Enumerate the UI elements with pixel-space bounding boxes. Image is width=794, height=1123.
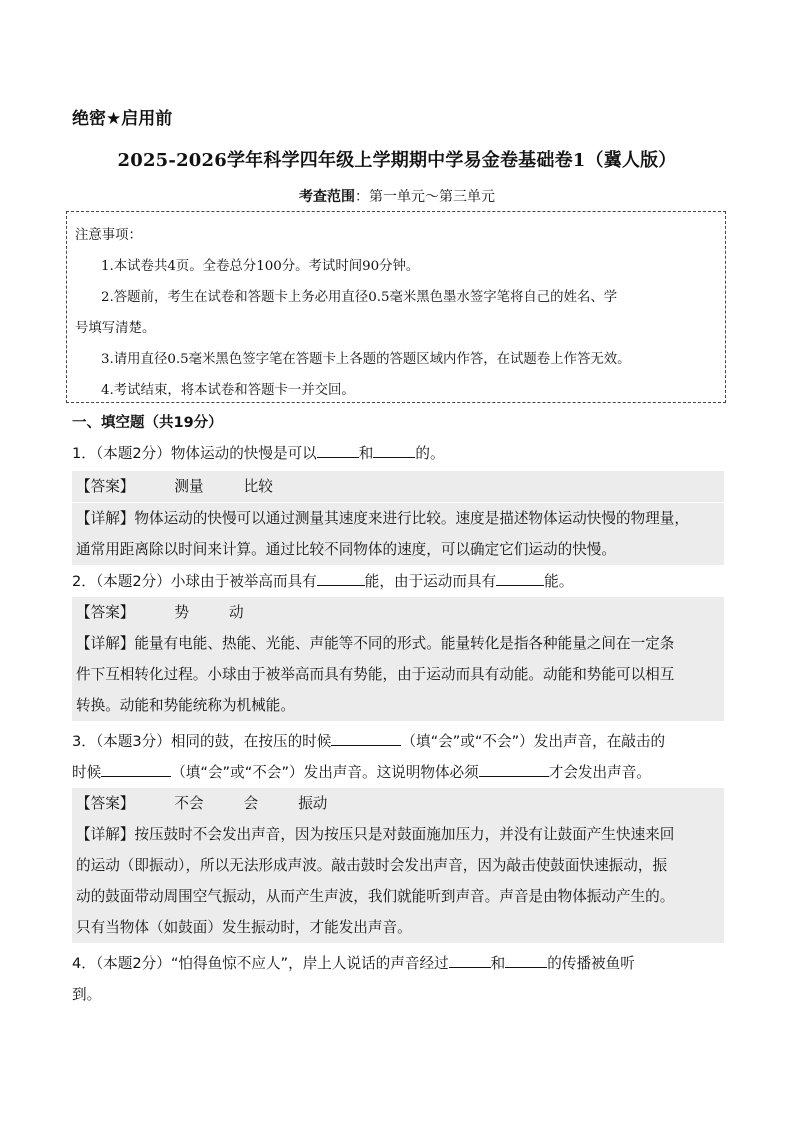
detail-tag: 【详解】 — [76, 635, 135, 652]
answer-blank — [317, 569, 365, 586]
notice-item: 1.本试卷共4页。全卷总分100分。考试时间90分钟。 — [101, 259, 420, 274]
answer-row — [72, 788, 724, 819]
question-text: 的。 — [415, 445, 445, 462]
answer-blank — [373, 441, 415, 458]
scope-value: ：第一单元～第三单元 — [355, 189, 495, 205]
notice-box — [66, 211, 726, 403]
confidential-mark: 绝密★启用前 — [72, 109, 173, 129]
scope-label: 考查范围 — [299, 189, 355, 205]
exam-title: 2025-2026学年科学四年级上学期期中学易金卷基础卷1（冀人版） — [117, 150, 677, 171]
answer-row — [72, 471, 724, 502]
detail-block — [72, 503, 724, 565]
question-text: （填“会”或“不会”）发出声音。这说明物体必须 — [171, 764, 479, 781]
question-1 — [72, 438, 724, 469]
detail-tag: 【详解】 — [76, 826, 135, 843]
question-text: 的传播被鱼听 — [547, 955, 635, 972]
notice-item: 2.答题前，考生在试卷和答题卡上务必用直径0.5毫米黑色墨水签字笔将自己的姓名、学 — [101, 290, 618, 305]
question-text: 才会发出声音。 — [548, 764, 651, 781]
detail-text: 的运动（即振动），所以无法形成声波。敲击鼓时会发出声音，因为敲击使鼓面快速振动，振 — [76, 857, 668, 874]
notice-item: 3.请用直径0.5毫米黑色签字笔在答题卡上各题的答题区域内作答，在试题卷上作答无效。 — [101, 352, 631, 367]
answer-tag: 【答案】 — [76, 795, 135, 812]
question-text: 4．（本题2分）“怕得鱼惊不应人”，岸上人说话的声音经过 — [72, 955, 449, 972]
answer-blank — [496, 569, 544, 586]
answer-row — [72, 597, 724, 628]
notice-heading: 注意事项： — [75, 228, 142, 243]
question-text: 3．（本题3分）相同的鼓，在按压的时候 — [72, 733, 332, 750]
answer-blank — [331, 729, 401, 746]
detail-tag: 【详解】 — [76, 510, 135, 527]
question-text: 2．（本题2分）小球由于被举高而具有 — [72, 573, 317, 590]
notice-item: 号填写清楚。 — [75, 321, 156, 336]
answer-value: 动 — [229, 604, 244, 621]
question-text: 1．（本题2分）物体运动的快慢是可以 — [72, 445, 317, 462]
exam-scope — [0, 186, 794, 206]
detail-text: 动的鼓面带动周围空气振动，从而产生声波，我们就能听到声音。声音是由物体振动产生的。 — [76, 888, 675, 905]
question-text: 到。 — [72, 986, 102, 1003]
answer-blank — [505, 951, 547, 968]
detail-text: 只有当物体（如鼓面）发生振动时，才能发出声音。 — [76, 919, 412, 936]
answer-blank — [101, 760, 171, 777]
detail-text: 物体运动的快慢可以通过测量其速度来进行比较。速度是描述物体运动快慢的物理量， — [134, 510, 689, 527]
answer-value: 振动 — [298, 795, 328, 812]
answer-blank — [317, 441, 359, 458]
detail-block — [72, 819, 724, 943]
question-text: 时候 — [72, 764, 102, 781]
question-4 — [72, 948, 724, 1010]
question-text: 能。 — [544, 573, 574, 590]
question-text: 和 — [490, 955, 506, 972]
answer-value: 测量 — [174, 478, 204, 495]
section-heading: 一、填空题（共19分） — [72, 415, 223, 431]
answer-tag: 【答案】 — [76, 604, 135, 621]
question-text: 和 — [358, 445, 374, 462]
detail-text: 按压鼓时不会发出声音，因为按压只是对鼓面施加压力，并没有让鼓面产生快速来回 — [134, 826, 675, 843]
detail-text: 能量有电能、热能、光能、声能等不同的形式。能量转化是指各种能量之间在一定条 — [134, 635, 675, 652]
answer-value: 会 — [243, 795, 259, 812]
detail-text: 转换。动能和势能统称为机械能。 — [76, 697, 295, 714]
answer-value: 势 — [174, 604, 189, 621]
detail-text: 件下互相转化过程。小球由于被举高而具有势能，由于运动而具有动能。动能和势能可以相互 — [76, 666, 675, 683]
notice-item: 4.考试结束，将本试卷和答题卡一并交回。 — [101, 383, 355, 398]
answer-value: 比较 — [243, 478, 273, 495]
answer-value: 不会 — [174, 795, 204, 812]
answer-blank — [479, 760, 549, 777]
answer-tag: 【答案】 — [76, 478, 135, 495]
question-2 — [72, 566, 724, 597]
detail-text: 通常用距离除以时间来计算。通过比较不同物体的速度，可以确定它们运动的快慢。 — [76, 541, 616, 558]
question-text: （填“会”或“不会”）发出声音，在敲击的 — [401, 733, 666, 750]
detail-block — [72, 628, 724, 721]
question-text: 能，由于运动而具有 — [364, 573, 497, 590]
answer-blank — [449, 951, 491, 968]
question-3 — [72, 726, 724, 788]
